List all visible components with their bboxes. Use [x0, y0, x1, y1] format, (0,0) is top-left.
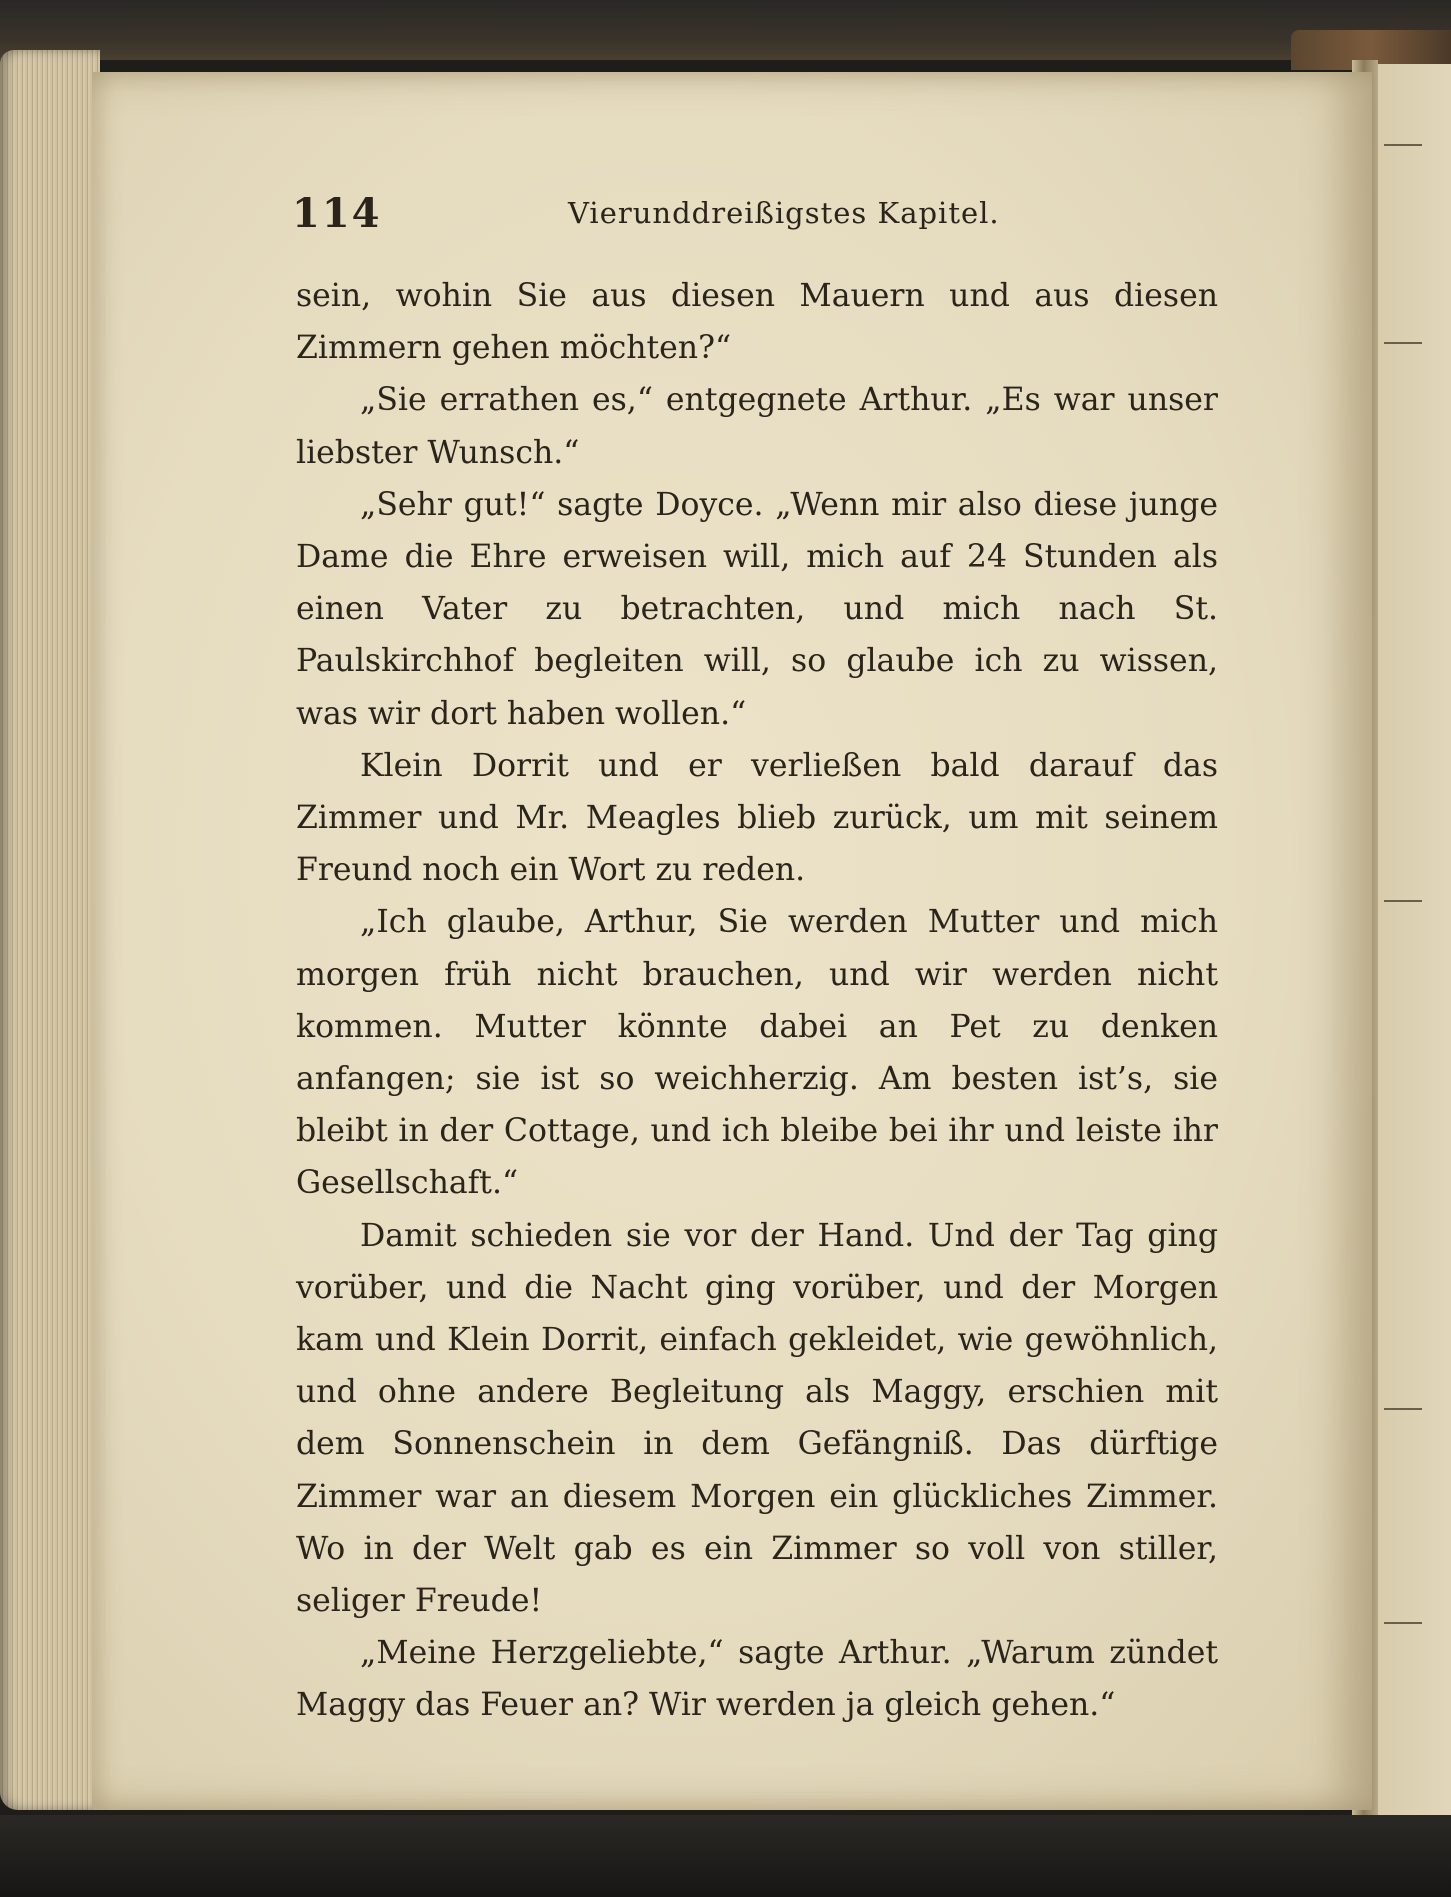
page-number: 114 — [292, 190, 382, 237]
facing-page-mark — [1384, 1622, 1422, 1624]
facing-page-mark — [1384, 342, 1422, 344]
facing-page-mark — [1384, 1408, 1422, 1410]
facing-page-mark — [1384, 144, 1422, 146]
book-cover-top — [0, 0, 1451, 60]
paragraph: Damit schieden sie vor der Hand. Und der Tag ging vorüber, und die Nacht ging vorüber, und der Morgen kam und Klein Dorrit, einfach gekleidet, wie gewöhnlich, und ohne andere Begleitung als Maggy, erschien mit dem Sonnenschein in dem Gefängniß. Das dürftige Zimmer war an diesem Morgen ein glückliches Zimmer. Wo in der Welt gab es ein Zimmer so voll von stiller, seliger Freude! — [296, 1217, 1218, 1620]
paragraph: „Sie errathen es,“ entgegnete Arthur. „Es war unser liebster Wunsch.“ — [296, 382, 1218, 471]
running-head: Vierunddreißigstes Kapitel. — [568, 196, 1000, 230]
paragraph: sein, wohin Sie aus diesen Mauern und aus diesen Zimmern gehen möchten?“ — [296, 278, 1218, 367]
facing-page-mark — [1384, 900, 1422, 902]
page-header — [292, 190, 1212, 250]
paragraph: „Sehr gut!“ sagte Doyce. „Wenn mir also diese junge Dame die Ehre erweisen will, mich auf 24 Stunden als einen Vater zu betrachten, und mich nach St. Paulskirchhof begleiten will, so glaube ich zu wissen, was wir dort haben wollen.“ — [296, 486, 1218, 732]
paragraph: Klein Dorrit und er verließen bald darauf das Zimmer und Mr. Meagles blieb zurück, um mit seinem Freund noch ein Wort zu reden. — [296, 747, 1218, 889]
paragraph: „Ich glaube, Arthur, Sie werden Mutter und mich morgen früh nicht brauchen, und wir werden nicht kommen. Mutter könnte dabei an Pet zu denken anfangen; sie ist so weichherzig. Am besten ist’s, sie bleibt in der Cottage, und ich bleibe bei ihr und leiste ihr Gesellschaft.“ — [296, 904, 1218, 1202]
page-edges — [0, 50, 100, 1810]
facing-page-edge — [1378, 64, 1451, 1824]
paragraph: „Meine Herzgeliebte,“ sagte Arthur. „Warum zündet Maggy das Feuer an? Wir werden ja gleich gehen.“ — [296, 1635, 1218, 1724]
body-text — [296, 270, 1218, 1732]
book-cover-bottom — [0, 1815, 1451, 1897]
